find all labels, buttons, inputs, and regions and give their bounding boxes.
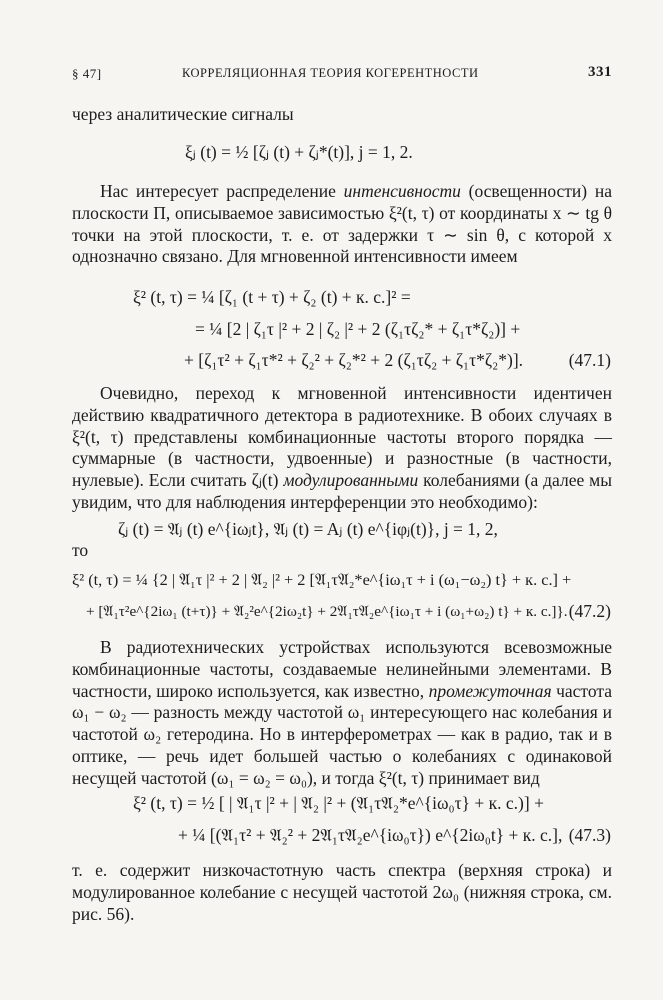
equation-47-3-line2: + ¼ [(𝔄₁τ² + 𝔄₂² + 2𝔄₁τ𝔄₂e^{iω₀τ}) e^{2iω₀t} + к. с.], [178,825,563,845]
equation-47-1-line3: + [ζ₁τ² + ζ₁τ*² + ζ₂² + ζ₂*² + 2 (ζ₁τζ₂ + ζ₁τ*ζ₂*)]. [184,350,524,370]
paragraph-radio: В радиотехнических устройствах используются всевозможные комбинационные частоты, создаваемые нелинейными элементами. В частности, широко используется, как известно, промежуточная частота ω₁ − ω₂ — разность между частотой ω₁ интересующего нас колебания и частотой ω₂ гетеродина. Но в интерферометрах — как в радио, так и в оптике, — речь идет большей частью о колебаниях с одинаковой несущей частотой (ω₁ = ω₂ = ω₀), и тогда ξ²(t, τ) принимает вид [72,637,612,788]
page-number: 331 [588,64,612,80]
equation-47-2-line2: + [𝔄₁τ²e^{2iω₁ (t+τ)} + 𝔄₂²e^{2iω₂t} + 2𝔄₁τ𝔄₂e^{iω₁τ + i (ω₁+ω₂) t} + к. с.]}. [86,603,568,620]
section-ref: § 47] [72,66,102,81]
equation-47-1-line2: = ¼ [2 | ζ₁τ |² + 2 | ζ₂ |² + 2 (ζ₁τζ₂* + ζ₁τ*ζ₂)] + [195,319,521,339]
equation-modulated: ζⱼ (t) = 𝔄ⱼ (t) e^{iωⱼt}, 𝔄ⱼ (t) = Aⱼ (t) e^{iφⱼ(t)}, j = 1, 2, [118,519,498,539]
paragraph-intro: через аналитические сигналы [72,104,294,124]
equation-47-1-line1: ξ² (t, τ) = ¼ [ζ₁ (t + τ) + ζ₂ (t) + к. с.]² = [133,287,411,307]
equation-number-47-3: (47.3) [568,825,611,845]
paragraph-detector: Очевидно, переход к мгновенной интенсивности идентичен действию квадратичного детектора в радиотехнике. В обоих случаях в ξ²(t, τ) представлены комбинационные частоты второго порядка — суммарные (в частности, удвоенные) и разностные (в частности, нулевые). Если считать ζⱼ(t) модулированными колебаниями (а далее мы увидим, что для наблюдения интерференции это необходимо): [72,383,613,512]
paragraph-conclusion: т. е. содержит низкочастотную часть спектра (верхняя строка) и модулированное колебание с несущей частотой 2ω₀ (нижняя строка, см. рис. 56). [72,860,612,924]
paragraph-intensity: Нас интересует распределение интенсивности (освещенности) на плоскости П, описываемое зависимостью ξ²(t, τ) от координаты x ∼ tg θ точки на этой плоскости, т. е. от задержки τ ∼ sin θ, с которой x однозначно связано. Для мгновенной интенсивности имеем [72,181,613,267]
equation-47-2-line1: ξ² (t, τ) = ¼ {2 | 𝔄₁τ |² + 2 | 𝔄₂ |² + 2 [𝔄₁τ𝔄₂*e^{iω₁τ + i (ω₁−ω₂) t} + к. с.] + [72,570,572,589]
chapter-title: КОРРЕЛЯЦИОННАЯ ТЕОРИЯ КОГЕРЕНТНОСТИ [182,66,479,80]
equation-number-47-1: (47.1) [568,350,611,370]
running-header [72,62,612,86]
equation-number-47-2: (47.2) [568,601,611,621]
word-to: то [72,540,89,560]
equation-analytic-signal: ξⱼ (t) = ½ [ζⱼ (t) + ζⱼ*(t)], j = 1, 2. [185,142,413,162]
equation-47-3-line1: ξ² (t, τ) = ½ [ | 𝔄₁τ |² + | 𝔄₂ |² + (𝔄₁τ𝔄₂*e^{iω₀τ} + к. с.)] + [133,793,544,813]
